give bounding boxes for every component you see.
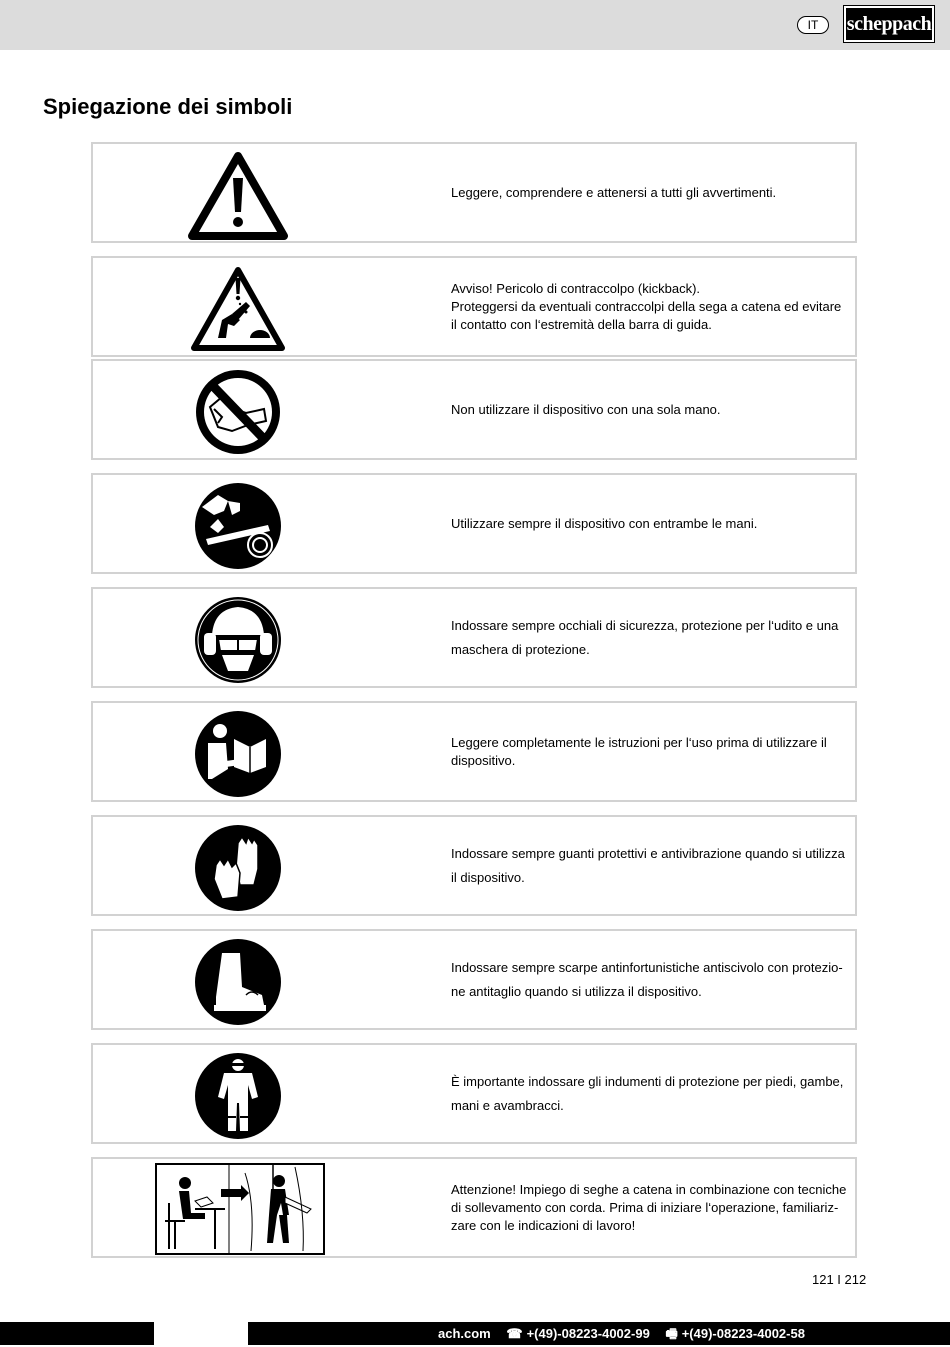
symbol-description: Leggere completamente le istruzioni per l‘uso prima di utilizzare il dispositivo. <box>451 734 827 768</box>
symbol-row <box>91 1157 857 1258</box>
footer-website: ach.com <box>438 1326 491 1341</box>
symbol-description: Attenzione! Impiego di seghe a catena in combinazione con tecniche di sollevamento con corda. Prima di iniziare l‘operazione, familiariz-zare con le indicazioni di lavoro! <box>451 1181 847 1233</box>
symbol-row <box>91 359 857 460</box>
symbol-description: Indossare sempre scarpe antinfortunistiche antiscivolo con protezio-ne antitaglio quando si utilizza il dispositivo. <box>451 959 843 999</box>
fax-icon: 🖷 <box>665 1326 678 1341</box>
symbol-row <box>91 473 857 574</box>
brand-logo: scheppach <box>844 6 934 42</box>
symbol-description: Utilizzare sempre il dispositivo con entrambe le mani. <box>451 515 758 531</box>
symbol-description: Avviso! Pericolo di contraccolpo (kickback). Proteggersi da eventuali contraccolpi della sega a catena ed evitare il contatto con l‘estremità della barra di guida. <box>451 280 842 332</box>
symbol-row <box>91 929 857 1030</box>
read-manual-icon <box>188 709 288 799</box>
footer-bar <box>0 1322 950 1345</box>
header-bar <box>0 0 950 50</box>
warning-triangle-icon <box>188 150 288 240</box>
symbol-row <box>91 815 857 916</box>
two-hand-operation-icon <box>188 481 288 571</box>
safety-boots-icon <box>188 937 288 1027</box>
footer-fax: +(49)-08223-4002-58 <box>681 1326 805 1341</box>
symbol-description: Indossare sempre occhiali di sicurezza, protezione per l‘udito e una maschera di protezione. <box>451 617 839 657</box>
symbol-description: Indossare sempre guanti protettivi e antivibrazione quando si utilizza il dispositivo. <box>451 845 845 885</box>
page-number: 121 I 212 <box>812 1272 867 1287</box>
protective-clothing-icon <box>188 1051 288 1141</box>
no-one-hand-operation-icon <box>188 367 288 457</box>
symbol-description: Leggere, comprendere e attenersi a tutti gli avvertimenti. <box>451 184 777 200</box>
symbol-row <box>91 701 857 802</box>
kickback-warning-icon <box>188 264 288 354</box>
symbol-row <box>91 142 857 243</box>
symbol-row <box>91 256 857 357</box>
helmet-goggles-earmuffs-icon <box>188 595 288 685</box>
footer-phone: +(49)-08223-4002-99 <box>526 1326 650 1341</box>
protective-gloves-icon <box>188 823 288 913</box>
rope-climbing-training-icon <box>155 1163 325 1255</box>
symbol-description: È importante indossare gli indumenti di protezione per piedi, gambe, mani e avambracci. <box>451 1073 844 1113</box>
symbol-row <box>91 1043 857 1144</box>
language-badge: IT <box>797 16 829 34</box>
footer-contact <box>438 1325 805 1347</box>
page-title: Spiegazione dei simboli <box>43 94 293 119</box>
symbol-description: Non utilizzare il dispositivo con una sola mano. <box>451 401 721 417</box>
footer-divider-block <box>154 1322 248 1345</box>
symbol-row <box>91 587 857 688</box>
phone-icon: ☎ <box>506 1326 523 1341</box>
